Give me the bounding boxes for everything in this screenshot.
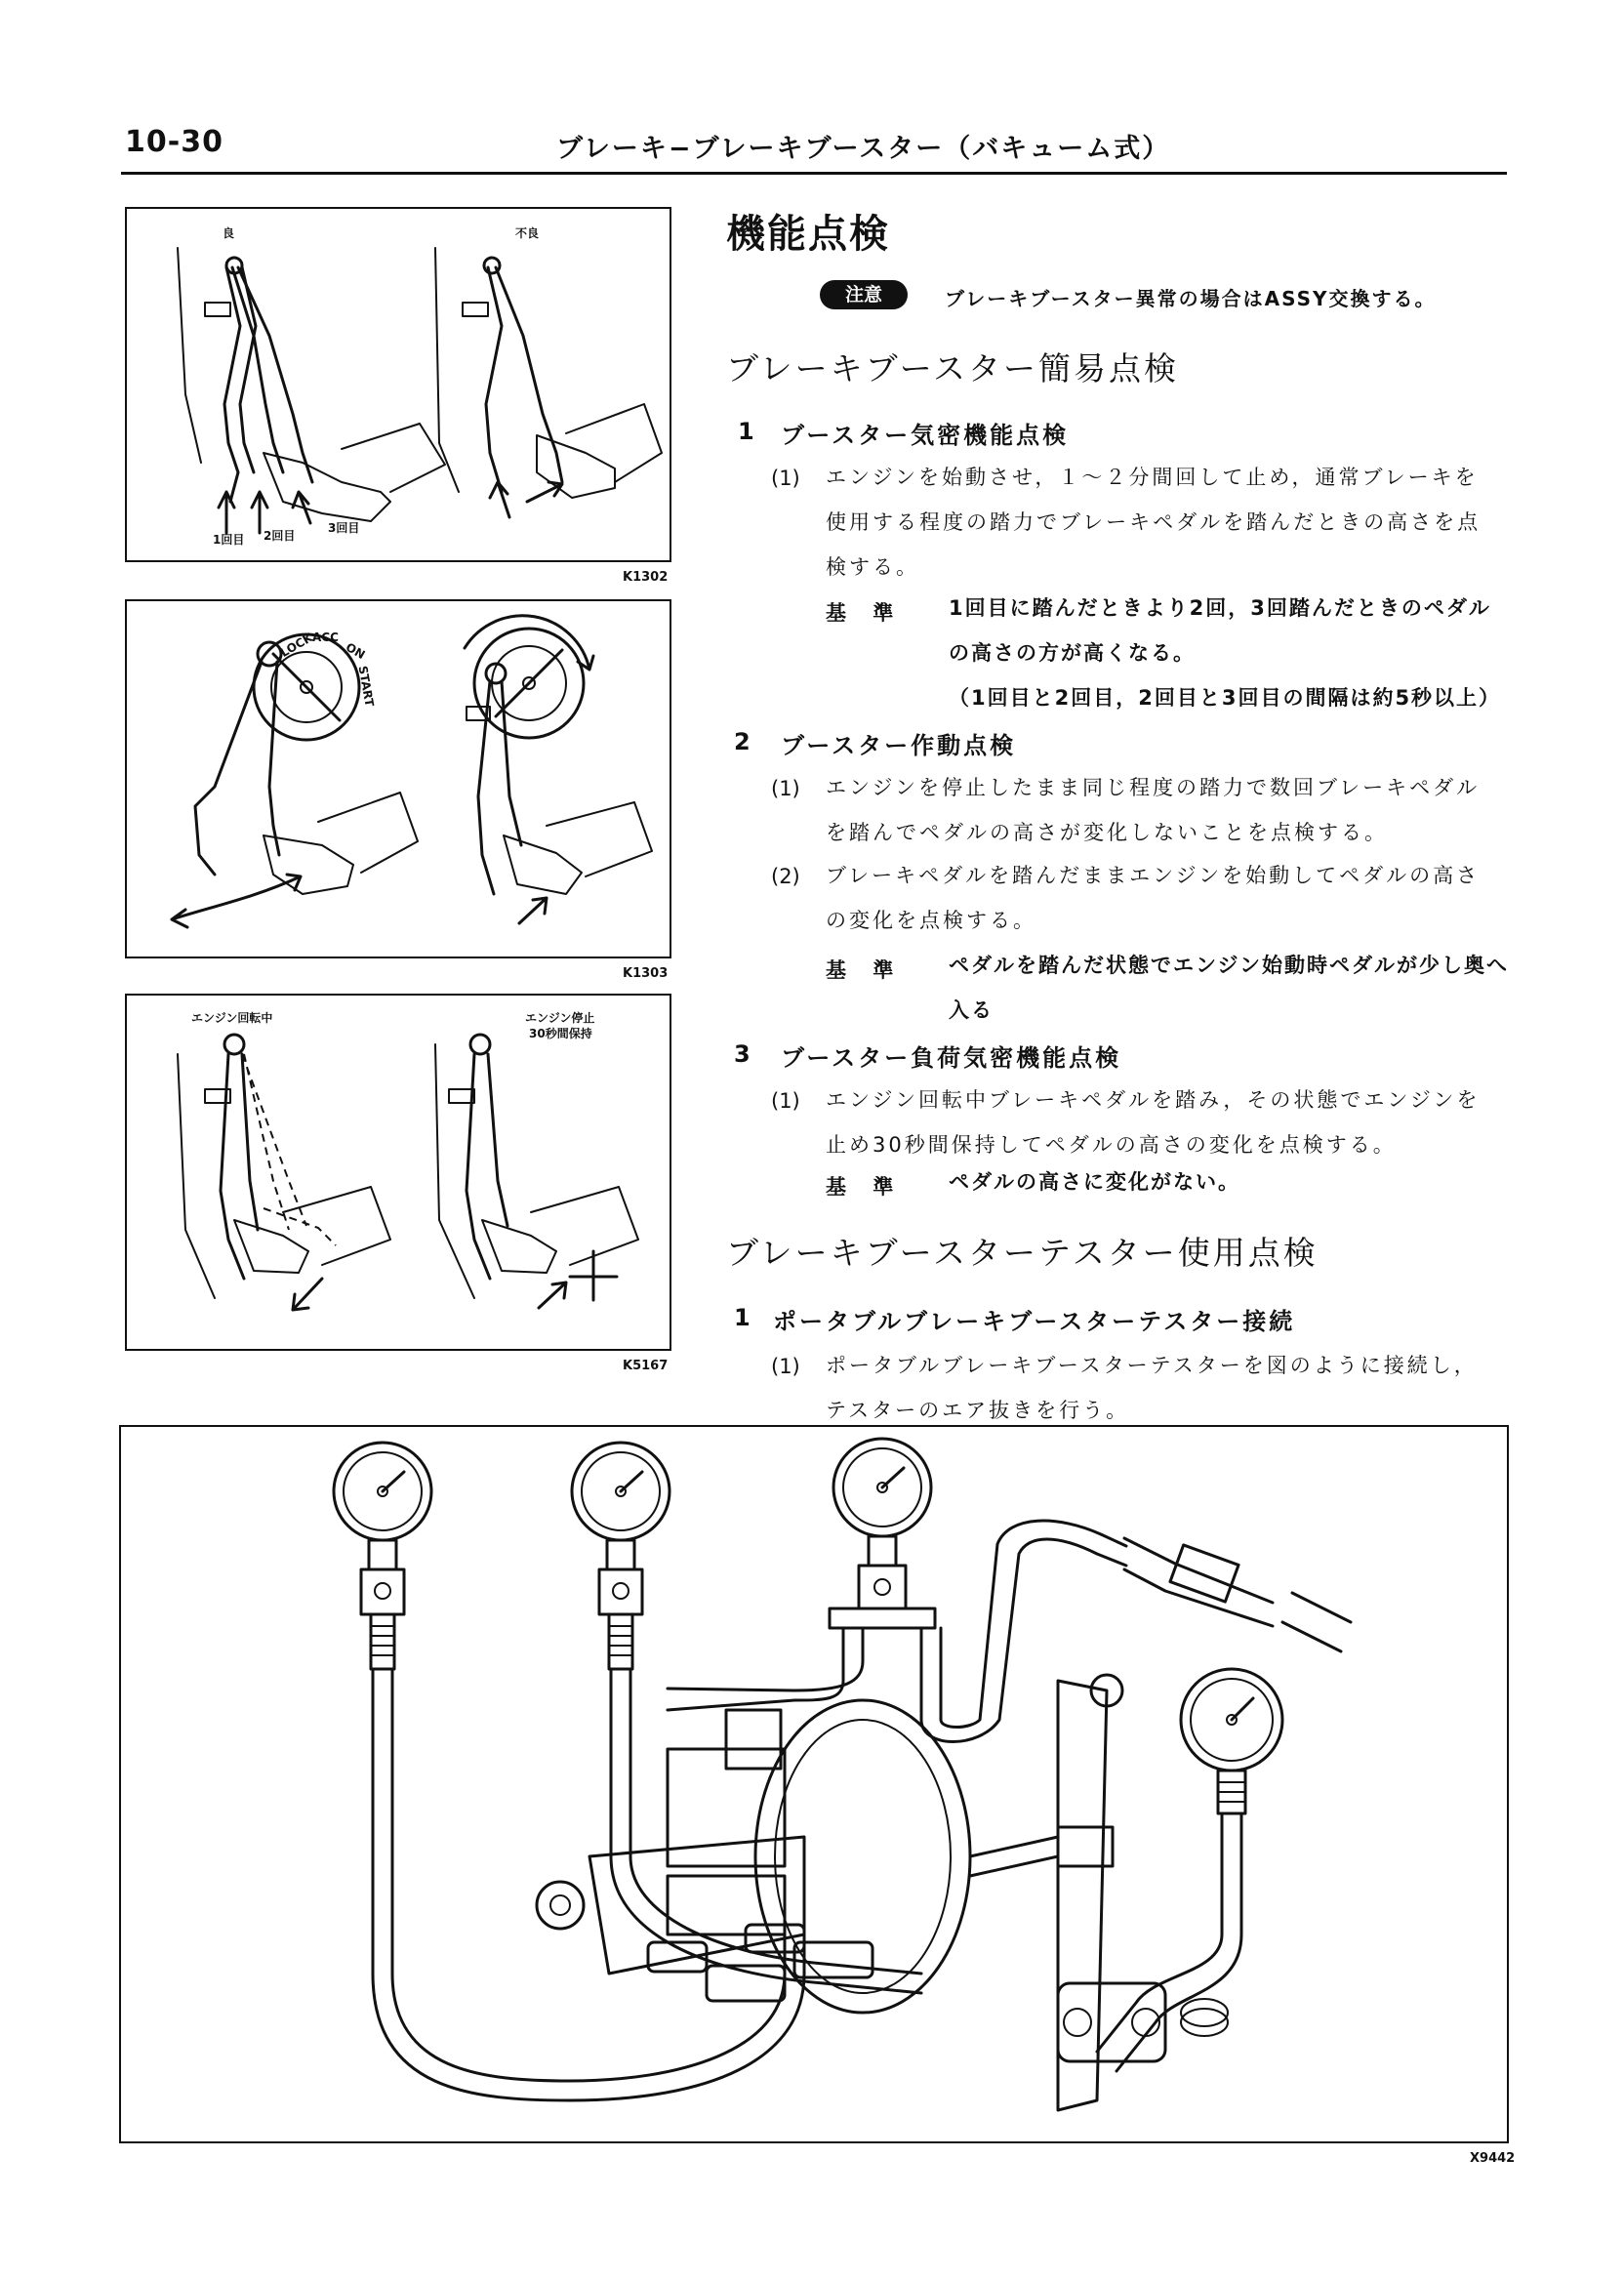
ignition-acc-label: ACC <box>312 631 339 644</box>
label-good: 良 <box>223 226 235 240</box>
item-3-criteria-label: 基 準 <box>826 1175 904 1199</box>
item-2-step1-number: (1) <box>771 777 800 800</box>
figure-code-x9442: X9442 <box>1470 2151 1516 2166</box>
label-3rd: 3回目 <box>328 521 360 535</box>
tester-item-number: 1 <box>734 1304 751 1331</box>
ignition-start-label: START <box>355 665 377 708</box>
ignition-lock-label: LOCK <box>277 631 315 660</box>
ignition-pedal-illustration <box>127 601 670 957</box>
vacuum-gauge <box>830 1439 935 1628</box>
item-1-title: ブースター気密機能点検 <box>781 422 1070 449</box>
item-3-number: 3 <box>734 1040 751 1068</box>
ignition-on-label: ON <box>343 639 368 663</box>
item-3-criteria-text: ペダルの高さに変化がない。 <box>949 1170 1240 1194</box>
item-1-number: 1 <box>738 418 754 445</box>
page-header-title: ブレーキ−ブレーキブースター（バキューム式） <box>556 134 1171 164</box>
header-rule <box>121 172 1507 175</box>
tester-check-title: ブレーキブースターテスター使用点検 <box>726 1234 1319 1272</box>
item-2-step2-text: ブレーキペダルを踏んだままエンジンを始動してペダルの高さ の変化を点検する。 <box>826 864 1481 932</box>
note-badge: 注意 <box>820 280 908 309</box>
figure-code-k1303: K1303 <box>623 966 669 981</box>
figure-pedal-stroke <box>125 207 671 562</box>
item-3-title: ブースター負荷気密機能点検 <box>781 1044 1122 1072</box>
pedal-stroke-illustration <box>127 209 670 560</box>
figure-load-airtight <box>125 994 671 1351</box>
pressure-gauge-1 <box>334 1443 431 1669</box>
item-2-criteria-text: ペダルを踏んだ状態でエンジン始動時ペダルが少し奥へ 入る <box>949 954 1509 1022</box>
item-1-criteria-label: 基 準 <box>826 601 904 625</box>
figure-tester-connection <box>119 1425 1509 2143</box>
label-hold-30s: 30秒間保持 <box>529 1027 592 1040</box>
figure-code-k5167: K5167 <box>623 1359 669 1373</box>
tester-step-text: ポータブルブレーキブースターテスターを図のように接続し， テスターのエア抜きを行う。 <box>826 1354 1478 1422</box>
item-1-criteria-text: 1回目に踏んだときより2回，3回踏んだときのペダル の高さの方が高くなる。 （1回目と2回目，2回目と3回目の間隔は約5秒以上） <box>949 596 1502 710</box>
item-1-step-number: (1) <box>771 467 800 490</box>
page-number: 10-30 <box>125 125 223 159</box>
tester-connection-illustration <box>121 1427 1507 2141</box>
simple-check-title: ブレーキブースター簡易点検 <box>726 349 1180 387</box>
label-engine-running: エンジン回転中 <box>191 1011 273 1025</box>
figure-code-k1302: K1302 <box>623 570 669 585</box>
figure-booster-operation <box>125 599 671 958</box>
section-title: 機能点検 <box>726 212 890 257</box>
label-1st: 1回目 <box>213 533 245 547</box>
note-text: ブレーキブースター異常の場合はASSY交換する。 <box>945 287 1437 310</box>
item-2-number: 2 <box>734 728 751 755</box>
label-engine-stopped: エンジン停止 <box>525 1011 595 1025</box>
item-3-step-text: エンジン回転中ブレーキペダルを踏み，その状態でエンジンを 止め30秒間保持してペダルの高さの変化を点検する。 <box>826 1088 1481 1157</box>
pressure-gauge-4 <box>1181 1669 1282 1813</box>
pressure-gauge-2 <box>572 1443 670 1669</box>
item-2-step2-number: (2) <box>771 865 800 888</box>
item-2-criteria-label: 基 準 <box>826 958 904 982</box>
item-2-title: ブースター作動点検 <box>781 732 1017 759</box>
item-1-step-text: エンジンを始動させ，１〜２分間回して止め，通常ブレーキを 使用する程度の踏力でブレーキペダルを踏んだときの高さを点 検する。 <box>826 466 1482 579</box>
item-3-step-number: (1) <box>771 1089 800 1113</box>
tester-step-number: (1) <box>771 1355 800 1378</box>
label-bad: 不良 <box>515 226 540 240</box>
tester-item-title: ポータブルブレーキブースターテスター接続 <box>773 1308 1296 1335</box>
load-check-illustration <box>127 996 670 1349</box>
label-2nd: 2回目 <box>264 529 296 543</box>
item-2-step1-text: エンジンを停止したまま同じ程度の踏力で数回ブレーキペダル を踏んでペダルの高さが変化しないことを点検する。 <box>826 776 1481 844</box>
